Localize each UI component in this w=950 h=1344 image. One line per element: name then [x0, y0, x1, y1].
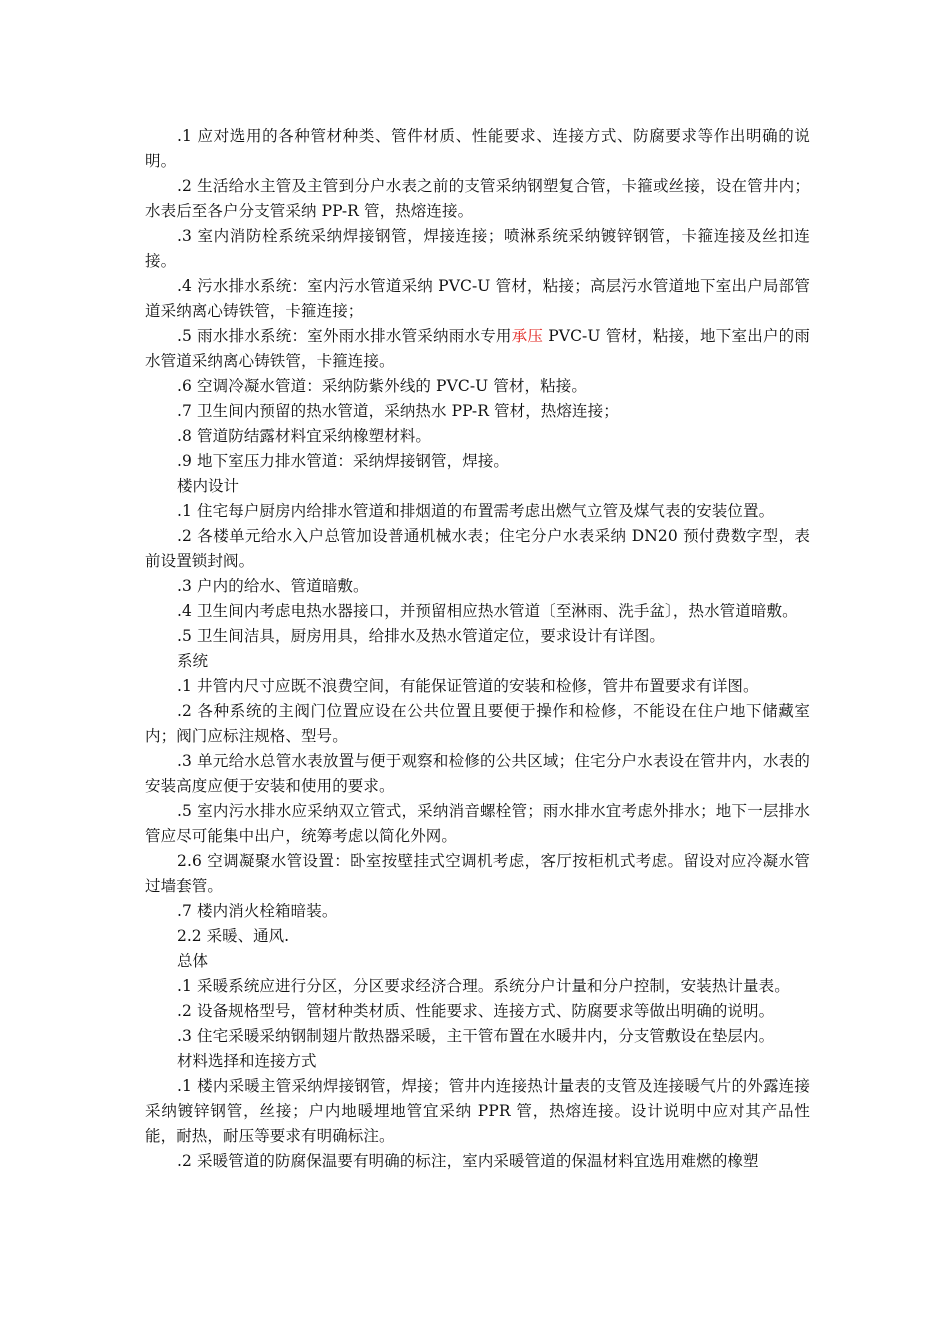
- paragraph-text: .5 雨水排水系统：室外雨水排水管采纳雨水专用: [177, 327, 512, 345]
- paragraph: .4 卫生间内考虑电热水器接口，并预留相应热水管道〔至淋雨、洗手盆〕，热水管道暗敷。: [177, 602, 798, 620]
- paragraph: .2 各种系统的主阀门位置应设在公共位置且要便于操作和检修，不能设在住户地下储藏室内；阀门应标注规格、型号。: [145, 702, 810, 745]
- paragraph: .1 住宅每户厨房内给排水管道和排烟道的布置需考虑出燃气立管及煤气表的安装位置。: [177, 502, 775, 520]
- paragraph: .5 卫生间洁具，厨房用具，给排水及热水管道定位，要求设计有详图。: [177, 627, 666, 645]
- paragraph: .5 室内污水排水应采纳双立管式，采纳消音螺栓管；雨水排水宜考虑外排水；地下一层排水管应尽可能集中出户，统筹考虑以简化外网。: [145, 802, 810, 845]
- paragraph: .1 井管内尺寸应既不浪费空间，有能保证管道的安装和检修，管井布置要求有详图。: [177, 677, 759, 695]
- paragraph: .3 单元给水总管水表放置与便于观察和检修的公共区域；住宅分户水表设在管井内，水表的安装高度应便于安装和使用的要求。: [145, 752, 810, 795]
- paragraph: .1 采暖系统应进行分区，分区要求经济合理。系统分户计量和分户控制，安装热计量表。: [177, 977, 790, 995]
- paragraph-text: PVC-U 管材，粘接，地下室出户的雨水管道采纳离心铸铁管，卡箍连接。: [145, 327, 810, 370]
- paragraph: .3 室内消防栓系统采纳焊接钢管，焊接连接；喷淋系统采纳镀锌钢管，卡箍连接及丝扣连接。: [145, 227, 810, 270]
- section-heading: 2.2 采暖、通风.: [177, 927, 290, 945]
- paragraph: .9 地下室压力排水管道：采纳焊接钢管，焊接。: [177, 452, 510, 470]
- section-heading: 总体: [177, 952, 209, 970]
- paragraph: .8 管道防结露材料宜采纳橡塑材料。: [177, 427, 432, 445]
- paragraph: .2 设备规格型号，管材种类材质、性能要求、连接方式、防腐要求等做出明确的说明。: [177, 1002, 775, 1020]
- paragraph: .2 生活给水主管及主管到分户水表之前的支管采纳钢塑复合管，卡箍或丝接，设在管井内；水表后至各户分支管采纳 PP-R 管，热熔连接。: [145, 177, 810, 220]
- paragraph: .3 户内的给水、管道暗敷。: [177, 577, 369, 595]
- paragraph-with-highlight: [145, 324, 810, 374]
- section-heading: 楼内设计: [177, 477, 240, 495]
- paragraph: .4 污水排水系统：室内污水管道采纳 PVC-U 管材，粘接；高层污水管道地下室出户局部管道采纳离心铸铁管，卡箍连接；: [145, 277, 810, 320]
- section-heading: 系统: [177, 652, 209, 670]
- paragraph: .2 采暖管道的防腐保温要有明确的标注，室内采暖管道的保温材料宜选用难燃的橡塑: [177, 1152, 759, 1170]
- paragraph: .7 卫生间内预留的热水管道，采纳热水 PP-R 管材，热熔连接；: [177, 402, 619, 420]
- paragraph: .3 住宅采暖采纳钢制翅片散热器采暖，主干管布置在水暖井内，分支管敷设在垫层内。: [177, 1027, 775, 1045]
- paragraph: 2.6 空调凝聚水管设置：卧室按壁挂式空调机考虑，客厅按柜机式考虑。留设对应冷凝水管过墙套管。: [145, 852, 810, 895]
- document-body: [145, 124, 810, 1174]
- paragraph: .2 各楼单元给水入户总管加设普通机械水表；住宅分户水表采纳 DN20 预付费数字型，表前设置锁封阀。: [145, 527, 810, 570]
- paragraph: .6 空调冷凝水管道：采纳防紫外线的 PVC-U 管材，粘接。: [177, 377, 587, 395]
- paragraph: .1 应对选用的各种管材种类、管件材质、性能要求、连接方式、防腐要求等作出明确的说明。: [145, 127, 810, 170]
- highlighted-text: 承压: [511, 327, 544, 345]
- paragraph: .1 楼内采暖主管采纳焊接钢管，焊接；管井内连接热计量表的支管及连接暖气片的外露连接采纳镀锌钢管，丝接；户内地暖埋地管宜采纳 PPR 管，热熔连接。设计说明中应对其产品性能，耐热，耐压等要求有明确标注。: [145, 1077, 810, 1145]
- section-heading: 材料选择和连接方式: [177, 1052, 317, 1070]
- paragraph: .7 楼内消火栓箱暗装。: [177, 902, 338, 920]
